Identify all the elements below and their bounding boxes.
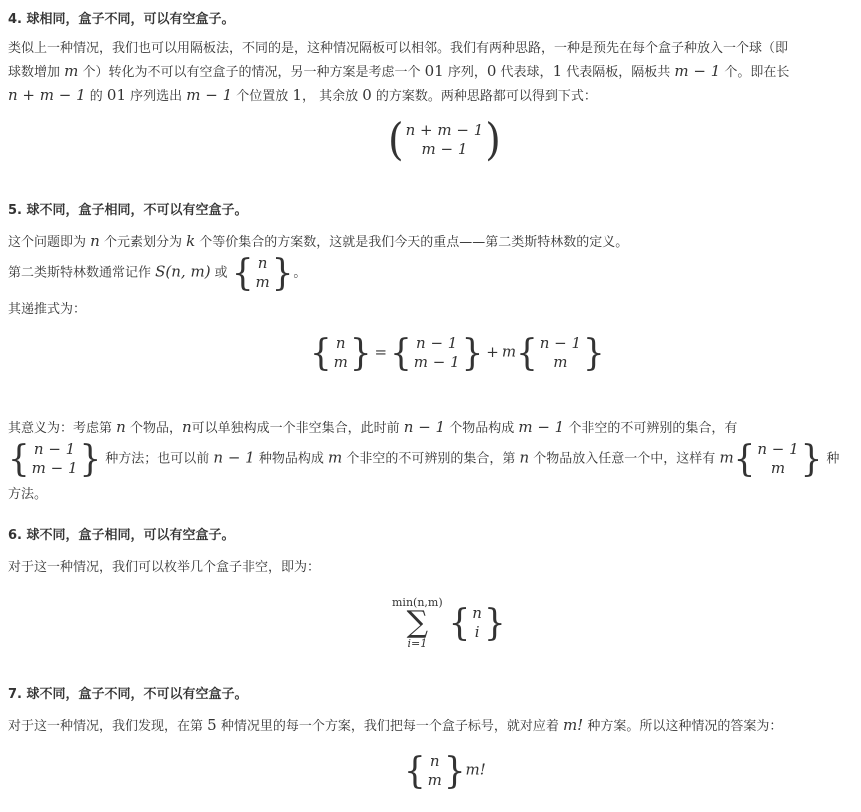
- recurrence-formula: { n m } = { n − 1 m − 1 } + m { n − 1 m }: [310, 331, 605, 375]
- section-5-meaning-line-3: 方法。: [8, 487, 48, 502]
- section-5-meaning-line-2: { n − 1 m − 1 } 种方法；也可以前 n − 1 种物品构成 m 个非空的不可辨别的集合，第 n 个物品放入任意一个中，这样有 m { n − 1 m } 种: [8, 437, 840, 481]
- summation-symbol: min(n,m) ∑ i=1: [392, 596, 443, 650]
- section-5-paragraph-1: 这个问题即为 n 个元素划分为 k 个等价集合的方案数，这就是我们今天的重点——第二类斯特林数的定义。: [8, 232, 629, 250]
- section-6-paragraph: 对于这一种情况，我们可以枚举几个盒子非空，即为：: [8, 560, 321, 575]
- section-5-paragraph-2: 第二类斯特林数通常记作 S(n, m) 或 { n m } 。: [8, 251, 307, 295]
- section-4-paragraph-line-1: 类似上一种情况，我们也可以用隔板法，不同的是，这种情况隔板可以相邻。我们有两种思路，一种是预先在每个盒子种放入一个球（即: [8, 41, 789, 56]
- section-4-paragraph-line-2: 球数增加 m 个）转化为不可以有空盒子的情况，另一种方案是考虑一个 01 序列，0 代表球，1 代表隔板，隔板共 m − 1 个。即在长: [8, 62, 790, 80]
- section-4-heading: 4. 球相同，盒子不同，可以有空盒子。: [8, 12, 235, 27]
- section-6-heading: 6. 球不同，盒子相同，可以有空盒子。: [8, 528, 235, 543]
- binomial-formula: ( n + m − 1 m − 1 ): [388, 114, 501, 166]
- section-5-paragraph-3: 其递推式为：: [8, 302, 87, 317]
- section-4-paragraph-line-3: n + m − 1 的 01 序列选出 m − 1 个位置放 1， 其余放 0 的方案数。两种思路都可以得到下式：: [8, 86, 597, 104]
- section-5-heading: 5. 球不同，盒子相同，不可以有空盒子。: [8, 203, 248, 218]
- stirling-notation: { n m }: [231, 251, 294, 295]
- section-5-meaning-line-1: 其意义为：考虑第 n 个物品，n可以单独构成一个非空集合，此时前 n − 1 个物品构成 m − 1 个非空的不可辨别的集合，有: [8, 418, 738, 436]
- section-7-heading: 7. 球不同，盒子不同，不可以有空盒子。: [8, 687, 248, 702]
- summation-formula: min(n,m) ∑ i=1 { n i }: [392, 596, 506, 650]
- section-7-paragraph: 对于这一种情况，我们发现，在第 5 种情况里的每一个方案，我们把每一个盒子标号，就对应着 m! 种方案。所以这种情况的答案为：: [8, 716, 783, 734]
- final-formula: { n m } m!: [404, 749, 486, 793]
